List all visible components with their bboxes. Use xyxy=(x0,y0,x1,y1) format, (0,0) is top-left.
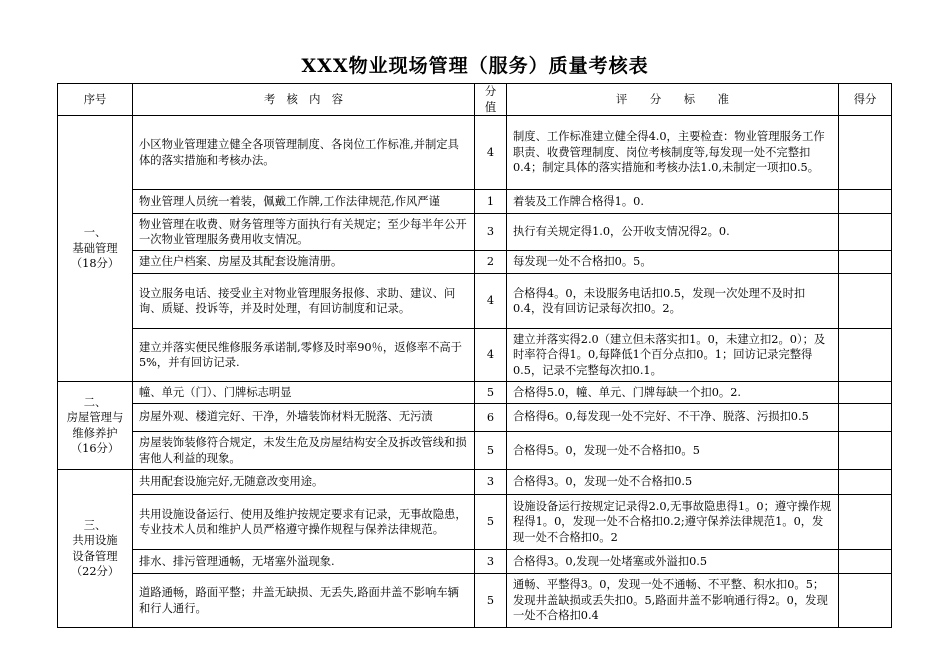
content-cell: 共用设施设备运行、使用及维护按规定要求有记录，无事故隐患，专业技术人员和维护人员严格遵守操作规程与保养法律规范。 xyxy=(133,495,475,550)
score-cell: 4 xyxy=(475,116,507,190)
standard-cell: 合格得5。0，发现一处不合格扣0。5 xyxy=(507,432,839,470)
content-cell: 排水、排污管理通畅，无堵塞外溢现象. xyxy=(133,550,475,574)
content-cell xyxy=(133,404,475,432)
category-line: （16分） xyxy=(70,442,120,455)
standard-cell: 合格得3。0,发现一处堵塞或外溢扣0.5 xyxy=(507,550,839,574)
score-cell: 1 xyxy=(475,190,507,214)
header-seq: 序号 xyxy=(58,84,133,116)
category-line: 维修养护 xyxy=(72,426,118,440)
content-cell: 道路通畅，路面平整；井盖无缺损、无丢失,路面井盖不影响车辆和行人通行。 xyxy=(133,574,475,628)
standard-cell: 合格得4。0，未设服务电话扣0.5，发现一次处理不及时扣0.4，没有回访记录每次扣0。2。 xyxy=(507,274,839,329)
score-cell: 5 xyxy=(475,574,507,628)
standard-text: 合格得6。0,每发现一处不完好、不干净、脱落、污损扣0.5 xyxy=(513,410,809,423)
content-cell: 建立住户档案、房屋及其配套设施清册。 xyxy=(133,251,475,274)
result-cell[interactable] xyxy=(839,274,892,329)
category-cell-housing xyxy=(58,382,133,470)
header-standard: 评 分 标 准 xyxy=(507,84,839,116)
table-row xyxy=(58,214,892,251)
standard-cell: 合格得3。0，发现一处不合格扣0.5 xyxy=(507,470,839,495)
result-cell[interactable] xyxy=(839,470,892,495)
category-line: 设备管理 xyxy=(72,549,118,563)
content-text: 房屋外观、楼道完好、干净，外墙装饰材料无脱落、无污渍 xyxy=(139,410,433,423)
table-row xyxy=(58,432,892,470)
header-result: 得分 xyxy=(839,84,892,116)
category-line: 二、 xyxy=(83,395,107,409)
standard-cell: 执行有关规定得1.0，公开收支情况得2。0. xyxy=(507,214,839,251)
header-score: 分值 xyxy=(475,84,507,116)
score-cell: 4 xyxy=(475,329,507,382)
score-cell: 4 xyxy=(475,274,507,329)
category-line: （22分） xyxy=(70,565,120,578)
category-line: 基础管理 xyxy=(72,241,118,255)
standard-cell: 着装及工作牌合格得1。0. xyxy=(507,190,839,214)
standard-cell: 制度、工作标准建立健全得4.0，主要检查：物业管理服务工作职责、收费管理制度、岗位考核制度等,每发现一处不完整扣0.4；制定具体的落实措施和考核办法1.0,未制定一项扣0.5。 xyxy=(507,116,839,190)
content-cell: 房屋装饰装修符合规定，未发生危及房屋结构安全及拆改管线和损害他人利益的现象。 xyxy=(133,432,475,470)
result-cell[interactable] xyxy=(839,404,892,432)
score-cell: 5 xyxy=(475,495,507,550)
score-cell: 2 xyxy=(475,251,507,274)
table-row xyxy=(58,574,892,628)
result-cell[interactable] xyxy=(839,574,892,628)
content-cell: 设立服务电话、接受业主对物业管理服务报修、求助、建议、问询、质疑、投诉等，并及时处理，有回访制度和记录。 xyxy=(133,274,475,329)
table-row xyxy=(58,329,892,382)
standard-cell: 每发现一处不合格扣0。5。 xyxy=(507,251,839,274)
score-cell: 3 xyxy=(475,470,507,495)
table-row xyxy=(58,382,892,404)
result-cell[interactable] xyxy=(839,432,892,470)
standard-cell: 设施设备运行按规定记录得2.0,无事故隐患得1。0；遵守操作规程得1。0，发现一处不合格扣0.2;遵守保养法律规范1。0，发现一处不合格扣0。2 xyxy=(507,495,839,550)
result-cell[interactable] xyxy=(839,382,892,404)
content-cell: 共用配套设施完好,无随意改变用途。 xyxy=(133,470,475,495)
category-line: 三、 xyxy=(83,518,107,532)
header-content: 考 核 内 容 xyxy=(133,84,475,116)
content-cell: 小区物业管理建立健全各项管理制度、各岗位工作标准,并制定具体的落实措施和考核办法。 xyxy=(133,116,475,190)
standard-cell xyxy=(507,404,839,432)
table-row xyxy=(58,116,892,190)
standard-cell: 合格得5.0，幢、单元、门牌每缺一个扣0。2. xyxy=(507,382,839,404)
result-cell[interactable] xyxy=(839,251,892,274)
score-cell: 5 xyxy=(475,432,507,470)
table-row xyxy=(58,495,892,550)
category-line: （18分） xyxy=(70,257,120,271)
result-cell[interactable] xyxy=(839,116,892,190)
table-row xyxy=(58,274,892,329)
table-row xyxy=(58,190,892,214)
category-line: 共用设施 xyxy=(72,534,118,547)
score-cell: 3 xyxy=(475,550,507,574)
result-cell[interactable] xyxy=(839,550,892,574)
table-row xyxy=(58,251,892,274)
content-cell: 建立并落实便民维修服务承诺制,零修及时率90％，返修率不高于5%，并有回访记录. xyxy=(133,329,475,382)
content-cell: 物业管理在收费、财务管理等方面执行有关规定；至少每半年公开一次物业管理服务费用收支情况。 xyxy=(133,214,475,251)
header-row xyxy=(58,84,892,116)
standard-cell: 通畅、平整得3。0，发现一处不通畅、不平整、积水扣0。5；发现井盖缺损或丢失扣0。5,路面井盖不影响通行得2。0，发现一处不合格扣0.4 xyxy=(507,574,839,628)
content-text: 物业管理人员统一着装，佩戴工作牌,工作法律规范,作风严谨 xyxy=(139,195,440,208)
content-cell xyxy=(133,190,475,214)
page-title: XXX物业现场管理（服务）质量考核表 xyxy=(301,55,649,77)
result-cell[interactable] xyxy=(839,214,892,251)
category-cell-basic xyxy=(58,116,133,382)
content-cell: 幢、单元（门）、门牌标志明显 xyxy=(133,382,475,404)
table-row xyxy=(58,404,892,432)
table-row xyxy=(58,470,892,495)
score-cell: 6 xyxy=(475,404,507,432)
standard-cell: 建立并落实得2.0（建立但未落实扣1。0，未建立扣2。0）；及时率符合得1。0,每降低1个百分点扣0。1；回访记录完整得0.5，记录不完整每次扣0.1。 xyxy=(507,329,839,382)
score-cell: 3 xyxy=(475,214,507,251)
result-cell[interactable] xyxy=(839,495,892,550)
result-cell[interactable] xyxy=(839,329,892,382)
assessment-table xyxy=(57,83,892,628)
table-row xyxy=(58,550,892,574)
category-line: 一、 xyxy=(83,226,107,240)
score-cell: 5 xyxy=(475,382,507,404)
category-cell-facilities xyxy=(58,470,133,628)
result-cell[interactable] xyxy=(839,190,892,214)
category-line: 房屋管理与 xyxy=(66,411,124,424)
